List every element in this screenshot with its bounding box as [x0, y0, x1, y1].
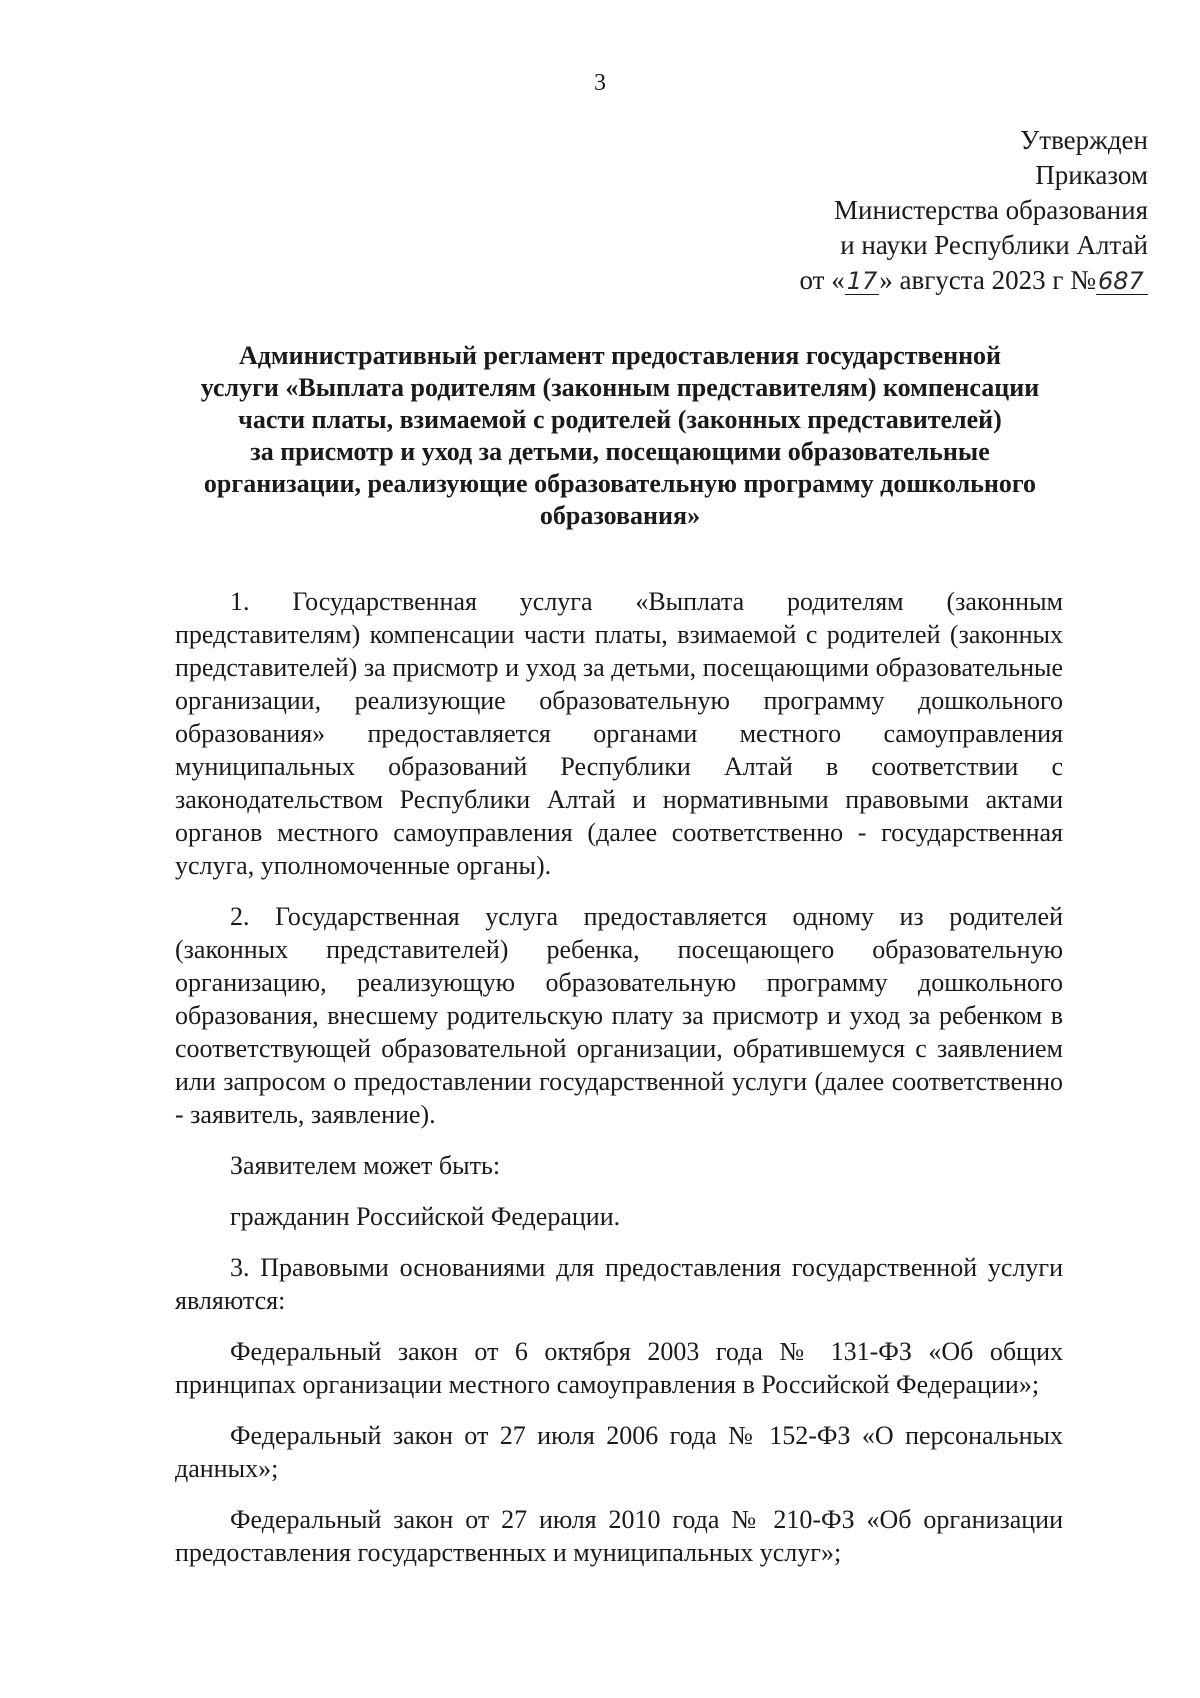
- paragraph-gap: [175, 1182, 1063, 1200]
- title-line: образования»: [539, 501, 701, 530]
- paragraph-gap: [175, 1233, 1063, 1251]
- title-line: услуги «Выплата родителям (законным представителям) компенсации: [200, 373, 1040, 402]
- approval-line-approved: Утвержден: [1020, 125, 1148, 155]
- paragraph-law-152: Федеральный закон от 27 июля 2006 года № 152-ФЗ «О персональных данных»;: [175, 1421, 1063, 1483]
- title-line: Административный регламент предоставления государственной: [238, 341, 1002, 370]
- handwritten-day: 17: [846, 267, 878, 295]
- paragraph-gap: [175, 1317, 1063, 1335]
- handwritten-order-number: 687: [1096, 268, 1148, 295]
- approval-block: [800, 123, 1149, 298]
- date-middle: » августа 2023 г №: [879, 265, 1096, 295]
- paragraph-law-131: Федеральный закон от 6 октября 2003 года № 131-ФЗ «Об общих принципах организации местного самоуправления в Российской Федерации»;: [175, 1337, 1063, 1399]
- approval-line-order: Приказом: [1035, 160, 1148, 190]
- paragraph-gap: [175, 1131, 1063, 1149]
- approval-line-ministry: Министерства образования: [834, 195, 1148, 225]
- title-line: части платы, взимаемой с родителей (законных представителей): [238, 405, 1002, 434]
- paragraph-applicant-intro: Заявителем может быть:: [230, 1151, 501, 1180]
- paragraph-1: 1. Государственная услуга «Выплата родителям (законным представителям) компенсации части платы, взимаемой с родителей (законных представителей) за присмотр и уход за детьми, посещающими образовательные организации, реализующие образовательную программу дошкольного образования» предоставляется органами местного самоуправления муниципальных образований Республики Алтай в соответствии с законодательством Республики Алтай и нормативными правовыми актами органов местного самоуправления (далее соответственно - государственная услуга, уполномоченные органы).: [175, 587, 1063, 880]
- paragraph-3: 3. Правовыми основаниями для предоставления государственной услуги являются:: [175, 1253, 1063, 1315]
- paragraph-gap: [175, 1401, 1063, 1419]
- approval-date-line: [800, 263, 1149, 298]
- paragraph-law-210: Федеральный закон от 27 июля 2010 года № 210-ФЗ «Об организации предоставления государственных и муниципальных услуг»;: [175, 1505, 1063, 1567]
- date-prefix: от «: [799, 265, 845, 295]
- approval-line-republic: и науки Республики Алтай: [840, 230, 1148, 260]
- title-line: за присмотр и уход за детьми, посещающими образовательные: [250, 437, 990, 466]
- paragraph-applicant-citizen: гражданин Российской Федерации.: [230, 1202, 621, 1231]
- document-title: [170, 340, 1070, 532]
- page-number: 3: [594, 70, 606, 96]
- paragraph-2: 2. Государственная услуга предоставляется одному из родителей (законных представителей) ребенка, посещающего образовательную организацию, реализующую образовательную программу дошкольного образования, внесшему родительскую плату за присмотр и уход за ребенком в соответствующей образовательной организации, обратившемуся с заявлением или запросом о предоставлении государственной услуги (далее соответственно - заявитель, заявление).: [175, 902, 1063, 1129]
- paragraph-gap: [175, 882, 1063, 900]
- document-body: [175, 585, 1063, 1569]
- paragraph-gap: [175, 1485, 1063, 1503]
- title-line: организации, реализующие образовательную программу дошкольного: [203, 469, 1037, 498]
